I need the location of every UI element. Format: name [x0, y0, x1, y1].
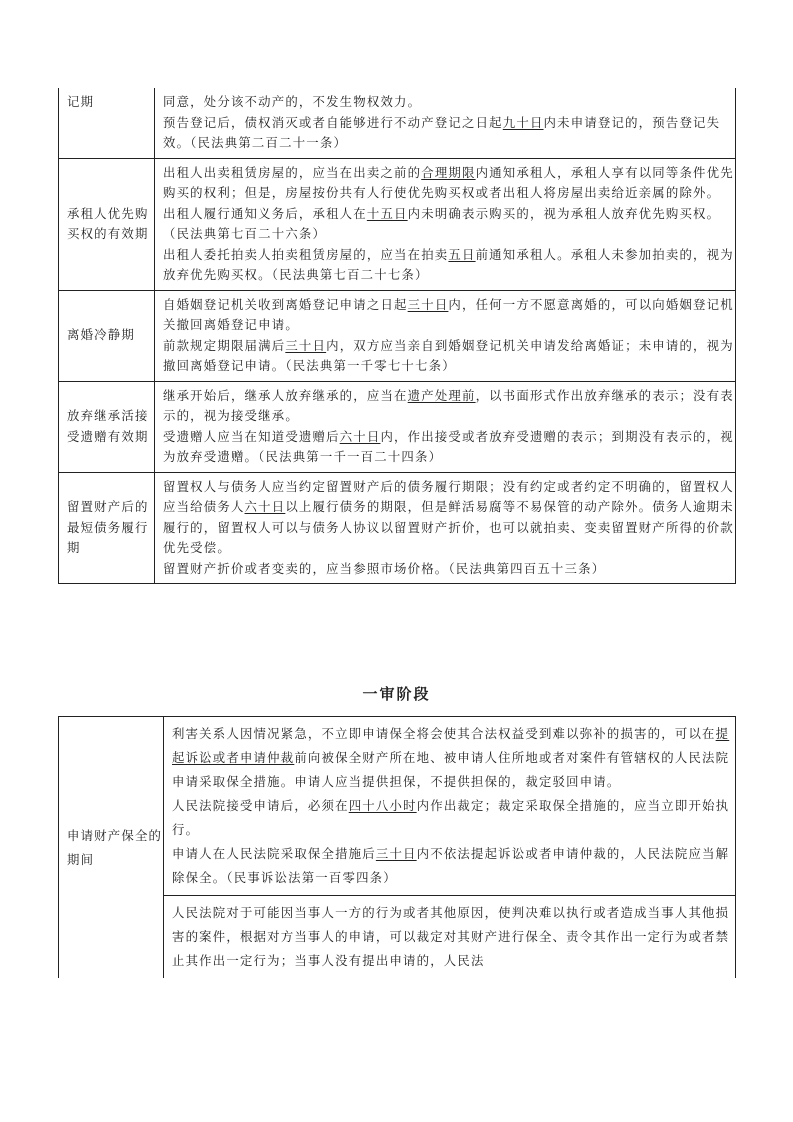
paragraph — [163, 477, 735, 559]
text-run: 内不依法提起诉讼或者申请仲裁的，人民法院应当解除保全。（民事诉讼法第一百零四条） — [172, 846, 730, 885]
table-row — [59, 158, 736, 290]
row-label: 离婚冷静期 — [59, 290, 155, 381]
paragraph — [172, 794, 735, 842]
text-run: 利害关系人因情况紧急，不立即申请保全将会使其合法权益受到难以弥补的损害的，可以在 — [172, 726, 716, 741]
paragraph — [172, 722, 735, 794]
section-title: 一审阶段 — [362, 685, 431, 703]
row-label: 申请财产保全的期间 — [59, 717, 164, 979]
text-run: 内作出裁定；裁定采取保全措施的，应当立即开始执行。 — [172, 798, 730, 837]
text-run: 自婚姻登记机关收到离婚登记申请之日起 — [163, 296, 408, 312]
underlined-deadline: 六十日 — [244, 499, 286, 514]
paragraph — [163, 295, 735, 336]
row-label: 承租人优先购买权的有效期 — [59, 158, 155, 290]
text-run: 留置财产折价或者变卖的，应当参照市场价格。（民法典第四百五十三条） — [163, 560, 606, 576]
text-run: 人民法院对于可能因当事人一方的行为或者其他原因，使判决难以执行或者造成当事人其他损害的案件，根据对方当事人的申请，可以裁定对其财产进行保全、责令其作出一定行为或者禁止其作出一定行为；当事人没有提出申请的，人民法 — [172, 905, 730, 968]
text-run: 出租人出卖租赁房屋的，应当在出卖之前的 — [163, 164, 422, 180]
paragraph — [163, 204, 735, 245]
row-content — [164, 717, 736, 896]
text-run: ，以书面形式作出放弃继承的表示；没有表示的，视为接受继承。 — [163, 387, 734, 423]
underlined-deadline: 提起诉讼或者申请仲裁 — [172, 726, 730, 765]
paragraph — [163, 245, 735, 286]
text-run: 申请人在人民法院采取保全措施后 — [172, 846, 376, 861]
paragraph — [163, 336, 735, 377]
deadline-table-civil-code — [58, 88, 736, 584]
text-run: 内，任何一方不愿意离婚的，可以向婚姻登记机关撤回离婚登记申请。 — [163, 296, 734, 332]
underlined-deadline: 三十日 — [375, 846, 417, 861]
text-run: 内未明确表示购买的，视为承租人放弃优先购买权。（民法典第七百二十六条） — [163, 205, 721, 241]
paragraph — [163, 92, 735, 113]
underlined-deadline: 四十八小时 — [348, 798, 417, 813]
row-content — [155, 381, 736, 472]
underlined-deadline: 三十日 — [407, 296, 449, 312]
paragraph — [163, 163, 735, 204]
text-run: 内，双方应当亲自到婚姻登记机关申请发给离婚证；未申请的，视为撤回离婚登记申请。（民法典第一千零七十七条） — [163, 337, 734, 373]
text-run: 预告登记后，债权消灭或者自能够进行不动产登记之日起 — [163, 114, 503, 130]
row-content — [164, 896, 736, 979]
text-run: 内，作出接受或者放弃受遗赠的表示；到期没有表示的，视为放弃受遗赠。（民法典第一千一百二十四条） — [163, 428, 734, 464]
paragraph — [163, 559, 735, 580]
text-run: 前向被保全财产所在地、被申请人住所地或者对案件有管辖权的人民法院申请采取保全措施。申请人应当提供担保，不提供担保的，裁定驳回申请。 — [172, 750, 730, 789]
row-content — [155, 472, 736, 584]
table-row — [59, 472, 736, 584]
paragraph — [163, 113, 735, 154]
paragraph — [172, 842, 735, 890]
text-run: 内通知承租人，承租人享有以同等条件优先购买的权利；但是，房屋按份共有人行使优先购买权或者出租人将房屋出卖给近亲属的除外。 — [163, 164, 734, 200]
row-label: 放弃继承活接受遗赠有效期 — [59, 381, 155, 472]
text-run: 出租人履行通知义务后，承租人在 — [163, 205, 367, 221]
text-run: 人民法院接受申请后，必须在 — [172, 798, 349, 813]
underlined-deadline: 六十日 — [339, 428, 381, 444]
text-run: 受遗赠人应当在知道受遗赠后 — [163, 428, 340, 444]
row-content — [155, 88, 736, 158]
paragraph — [163, 386, 735, 427]
row-content — [155, 290, 736, 381]
text-run: 内未申请登记的，预告登记失效。（民法典第二百二十一条） — [163, 114, 721, 150]
paragraph — [172, 901, 735, 973]
text-run: 前通知承租人。承租人未参加拍卖的，视为放弃优先购买权。（民法典第七百二十七条） — [163, 246, 734, 282]
deadline-table-first-instance — [58, 716, 736, 978]
paragraph — [163, 427, 735, 468]
underlined-deadline: 五日 — [448, 246, 476, 262]
text-run: 同意，处分该不动产的，不发生物权效力。 — [163, 94, 422, 109]
row-content — [155, 158, 736, 290]
table-row — [59, 381, 736, 472]
underlined-deadline: 十五日 — [366, 205, 408, 221]
text-run: 留置权人与债务人应当约定留置财产后的债务履行期限；没有约定或者约定不明确的，留置权人应当给债务人 — [163, 478, 734, 514]
row-label: 留置财产后的最短债务履行期 — [59, 472, 155, 584]
table-row — [59, 88, 736, 158]
row-label: 记期 — [59, 88, 155, 158]
text-run: 前款规定期限届满后 — [163, 337, 286, 353]
text-run: 出租人委托拍卖人拍卖租赁房屋的，应当在拍卖 — [163, 246, 449, 262]
text-run: 继承开始后，继承人放弃继承的，应当在 — [163, 387, 408, 403]
table-row — [59, 290, 736, 381]
underlined-deadline: 合理期限 — [421, 164, 476, 180]
underlined-deadline: 九十日 — [502, 114, 544, 130]
table-row — [59, 717, 736, 896]
text-run: 以上履行债务的期限，但是鲜活易腐等不易保管的动产除外。债务人逾期未履行的，留置权人可以与债务人协议以留置财产折价，也可以就拍卖、变卖留置财产所得的价款优先受偿。 — [163, 499, 734, 555]
underlined-deadline: 三十日 — [285, 337, 327, 353]
underlined-deadline: 遗产处理前 — [407, 387, 476, 403]
